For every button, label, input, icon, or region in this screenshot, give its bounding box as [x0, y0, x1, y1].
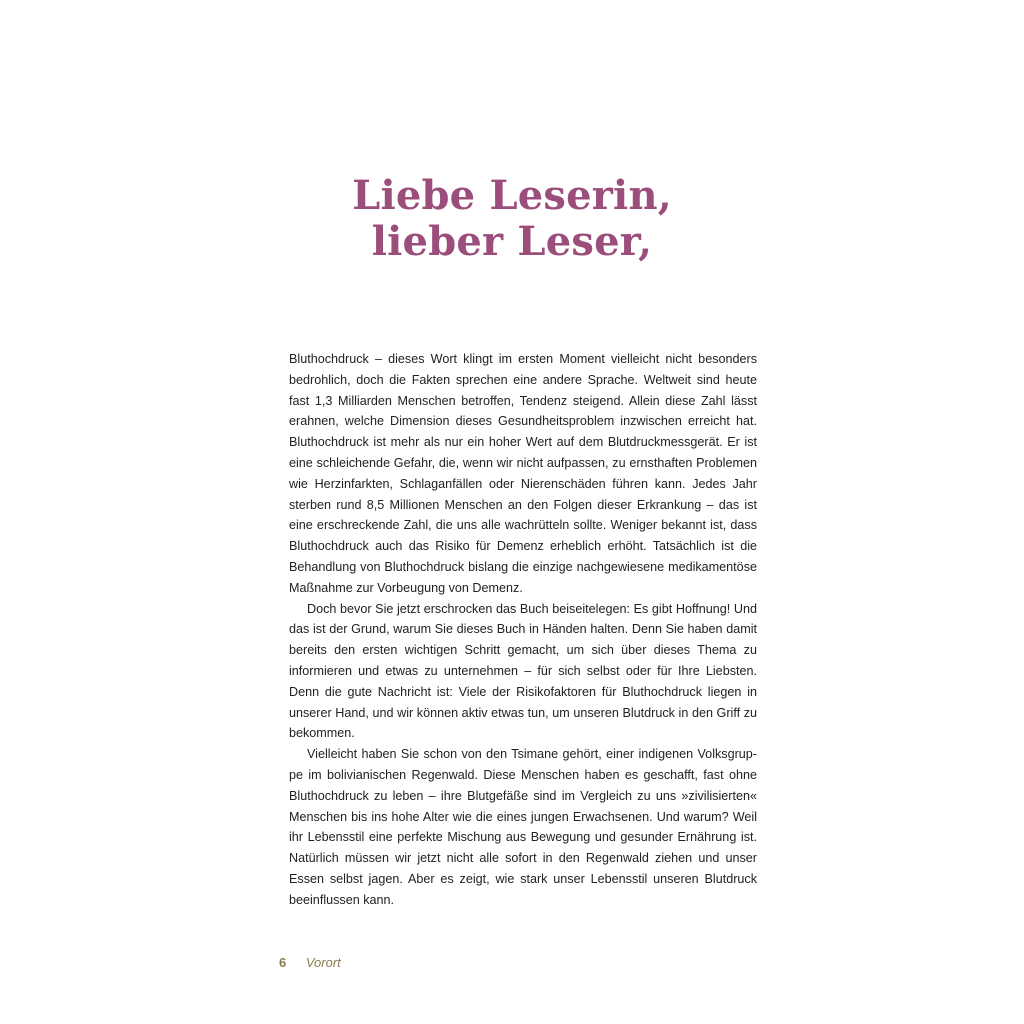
page-title: [0, 173, 1024, 265]
running-head: Vorort: [305, 955, 341, 970]
title-line-2: lieber Leser,: [371, 217, 653, 265]
paragraph-3: Vielleicht haben Sie schon von den Tsimane gehört, einer indigenen Volksgruppe im bolivianischen Regenwald. Diese Menschen haben es geschafft, fast ohne Bluthochdruck zu leben – ihre Blutgefäße sind im Vergleich zu uns »zivilisierten« Menschen bis ins hohe Alter wie die eines jungen Erwachsenen. Und warum? Weil ihr Lebensstil eine perfekte Mischung aus Bewegung und gesunder Ernährung ist. Natürlich müssen wir jetzt nicht alle sofort in den Regenwald ziehen und unser Essen selbst jagen. Aber es zeigt, wie stark unser Lebensstil unseren Blutdruck beeinflussen kann.: [289, 747, 757, 907]
paragraph-2: Doch bevor Sie jetzt erschrocken das Buch beiseitelegen: Es gibt Hoffnung! Und das ist der Grund, warum Sie dieses Buch in Händen halten. Denn Sie haben damit bereits den ersten wichtigen Schritt gemacht, um sich über dieses Thema zu informieren und etwas zu unternehmen – für sich selbst oder für Ihre Liebsten. Denn die gute Nachricht ist: Viele der Risikofaktoren für Bluthochdruck liegen in unserer Hand, und wir können aktiv etwas tun, um unseren Blutdruck in den Griff zu bekommen.: [289, 601, 757, 741]
page-footer: [279, 954, 341, 972]
title-line-1: Liebe Leserin,: [352, 171, 672, 219]
paragraph-1: Bluthochdruck – dieses Wort klingt im ersten Moment vielleicht nicht besonders bedrohlich, doch die Fakten sprechen eine andere Sprache. Weltweit sind heute fast 1,3 Milliarden Menschen betroffen, Tendenz steigend. Allein diese Zahl lässt erahnen, welche Dimension dieses Gesundheitsproblem inzwischen erreicht hat. Bluthochdruck ist mehr als nur ein hoher Wert auf dem Blutdruckmessgerät. Er ist eine schleichende Gefahr, die, wenn wir nicht aufpassen, zu ernsthaften Problemen wie Herzinfarkten, Schlaganfällen oder Nierenschäden führen kann. Jedes Jahr sterben rund 8,5 Millionen Menschen an den Folgen dieser Erkrankung – das ist eine erschreckende Zahl, die uns alle wachrütteln sollte. Weniger bekannt ist, dass Bluthochdruck auch das Risiko für Demenz erheblich erhöht. Tatsächlich ist die Behandlung von Bluthochdruck bislang die einzige nachgewiesene medikamentöse Maßnahme zur Vorbeugung von Demenz.: [289, 352, 757, 595]
body-text: [289, 349, 757, 911]
page-number: 6: [279, 955, 287, 970]
